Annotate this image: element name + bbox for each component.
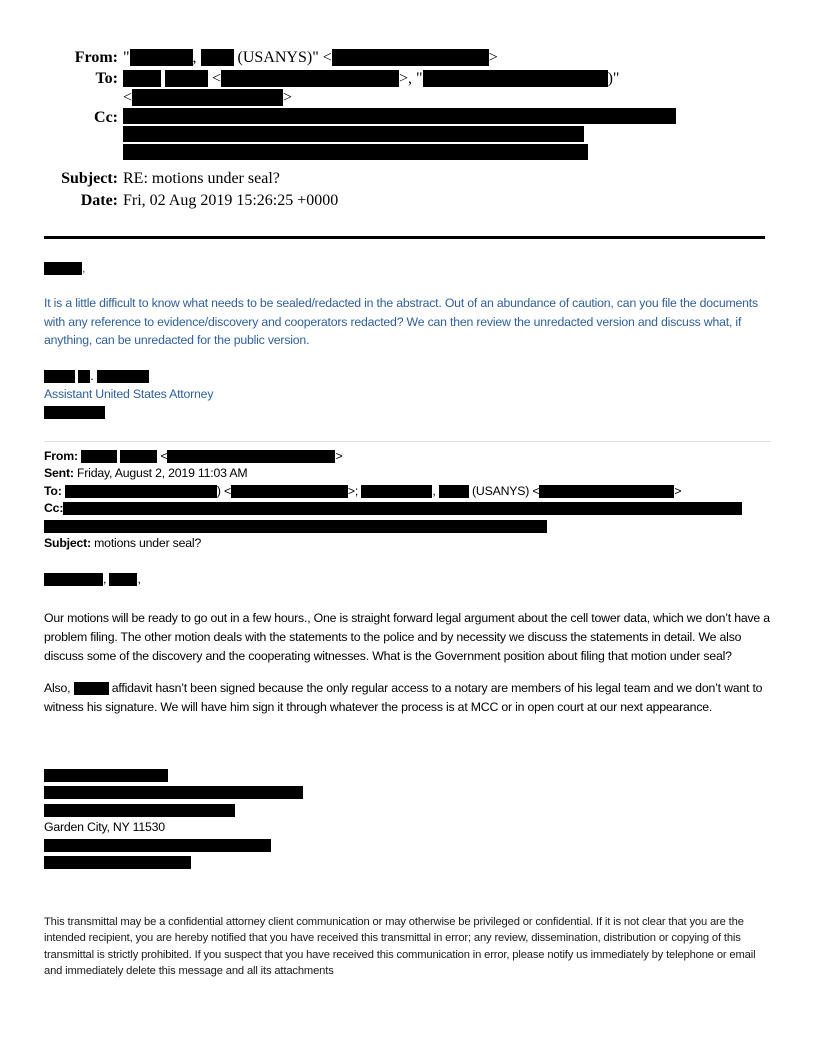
signature-title: Assistant United States Attorney [44, 386, 214, 401]
original-row-from [44, 448, 771, 466]
original-cc-redaction-line2 [44, 519, 547, 533]
redaction-box [109, 573, 137, 586]
redaction-box [165, 70, 208, 87]
original-row-to [44, 483, 771, 501]
redaction-box [44, 769, 168, 782]
redaction-box [361, 485, 432, 498]
redaction-box [81, 450, 117, 463]
date-label: Date: [80, 192, 118, 209]
cc-redaction-line1 [123, 108, 771, 124]
to-label: To: [95, 70, 118, 87]
redaction-box [44, 839, 271, 852]
reply-greeting: , [44, 259, 771, 277]
header-row-subject [44, 168, 771, 190]
redaction-box [130, 49, 193, 66]
original-to-value: ) < >; , (USANYS) < > [65, 484, 682, 498]
cc-redaction-line3 [123, 144, 771, 160]
redaction-box [221, 70, 399, 87]
date-value: Fri, 02 Aug 2019 15:26:25 +0000 [123, 192, 339, 209]
redaction-box [44, 856, 191, 869]
header-row-to [44, 69, 771, 107]
cc-redaction-line2 [123, 126, 771, 142]
header-row-date [44, 190, 771, 212]
original-row-sent [44, 465, 771, 483]
original-greeting: , , [44, 570, 771, 588]
redaction-box [132, 89, 283, 106]
cc-label: Cc: [94, 109, 118, 126]
signature-line-phone [44, 837, 771, 855]
signature-line-fax [44, 854, 771, 872]
redaction-box [44, 520, 547, 533]
original-subject-label: Subject: [44, 536, 91, 550]
original-sent-value: Friday, August 2, 2019 11:03 AM [76, 466, 248, 480]
original-subject-value: motions under seal? [94, 536, 202, 550]
redaction-box [44, 262, 82, 275]
redaction-box [120, 450, 157, 463]
redaction-box [44, 786, 303, 799]
redaction-box [332, 49, 489, 66]
redaction-box [167, 450, 335, 463]
reply-email-header [44, 47, 771, 212]
original-row-cc [44, 500, 771, 518]
original-sent-label: Sent: [44, 466, 74, 480]
original-paragraph-1: Our motions will be ready to go out in a few hours., One is straight forward legal argument about the cell tower data, which we don’t have a problem filing. The other motion deals with the statements to the police and by necessity we discuss the statements in detail. We also discuss some of the discovery and the cooperating witnesses. What is the Government position about filing that motion under seal? [44, 610, 770, 663]
original-signature-block [44, 767, 771, 873]
original-from-value: < > [81, 449, 342, 463]
to-value-line1: < >, " )" [123, 69, 771, 88]
original-row-subject [44, 535, 771, 553]
redaction-box [65, 485, 217, 498]
header-divider-rule [44, 236, 765, 239]
redaction-box [44, 573, 103, 586]
quoted-email-divider [44, 441, 771, 442]
original-email-header [44, 448, 771, 553]
redaction-box [74, 682, 109, 695]
redaction-box [423, 70, 608, 87]
redaction-box [44, 804, 235, 817]
original-paragraph-2: Also, affidavit hasn’t been signed because the only regular access to a notary are members of his legal team and we don’t want to witness his signature. We will have him sign it through whatever the process is at MCC or in open court at our next appearance. [44, 680, 763, 714]
signature-line-firm [44, 784, 771, 802]
from-label: From: [74, 49, 118, 66]
redaction-box [44, 406, 105, 419]
redaction-box [201, 49, 234, 66]
reply-signature [44, 367, 771, 421]
signature-name: . [44, 367, 771, 385]
redaction-box [123, 70, 161, 87]
header-row-from [44, 47, 771, 69]
signature-phone [44, 403, 771, 421]
redaction-box [44, 370, 75, 383]
signature-line-name [44, 767, 771, 785]
original-cc-label: Cc: [44, 501, 64, 515]
redaction-box [78, 370, 90, 383]
redaction-box [539, 485, 674, 498]
signature-line-city: Garden City, NY 11530 [44, 820, 165, 835]
redaction-box [123, 108, 676, 124]
redaction-box [439, 485, 469, 498]
redaction-box [231, 485, 348, 498]
subject-label: Subject: [61, 170, 118, 187]
original-to-label: To: [44, 483, 62, 498]
to-value-line2: < > [123, 89, 293, 106]
signature-line-street [44, 802, 771, 820]
redaction-box [123, 144, 588, 160]
redaction-box [97, 370, 149, 383]
confidentiality-disclaimer: This transmittal may be a confidential attorney client communication or may otherwise be privileged or confidential. If it is not clear that you are the intended recipient, you are hereby notified that you have received this transmittal in error; any review, dissemination, distribution or copying of this transmittal is strictly prohibited. If you suspect that you have received this communication in error, please notify us immediately by telephone or email and immediately delete this message and all its attachments [44, 916, 756, 978]
original-cc-continuation [44, 518, 771, 536]
original-cc-redaction-line1 [63, 501, 742, 515]
redaction-box [123, 126, 584, 142]
subject-value: RE: motions under seal? [123, 170, 280, 187]
reply-body-paragraph: It is a little difficult to know what needs to be sealed/redacted in the abstract. Out of an abundance of caution, can you file the documents with any reference to evidence/discovery and cooperators redacted? We can then review the unredacted version and discuss what, if anything, can be unredacted for the public version. [44, 296, 758, 347]
redaction-box [63, 502, 742, 515]
from-value: " , (USANYS)" < > [123, 49, 498, 66]
original-from-label: From: [44, 448, 78, 463]
header-row-cc [44, 107, 771, 162]
